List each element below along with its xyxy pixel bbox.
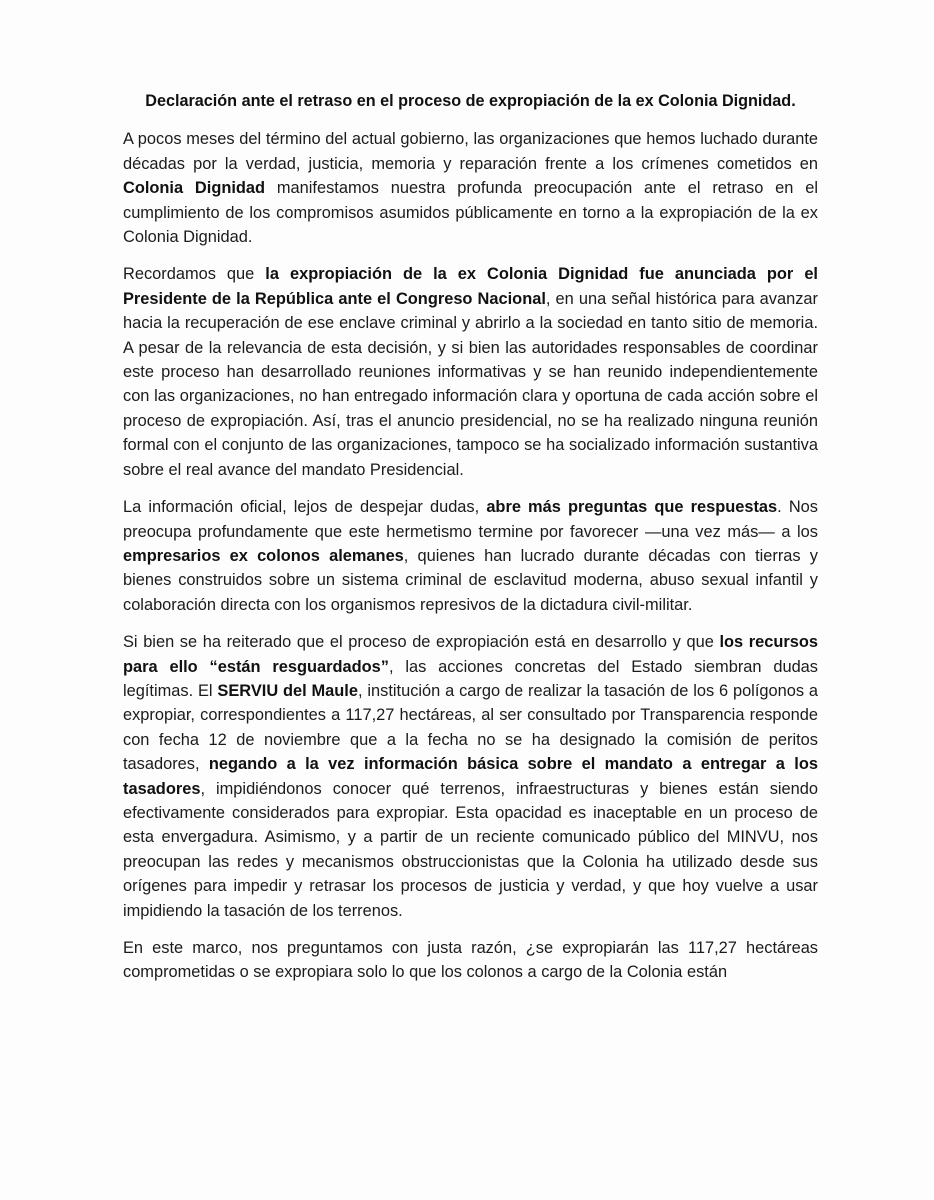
paragraph-text: , quienes han lucrado durante décadas con tierras y bienes construidos sobre un sistema criminal de esclavitud moderna, abuso sexual infantil y colaboración directa con los organismos represivos de la dictadura civil-militar. <box>123 546 818 614</box>
paragraph-text: Recordamos que <box>123 265 266 284</box>
paragraph-text: A pocos meses del término del actual gobierno, las organizaciones que hemos luchado durante décadas por la verdad, justicia, memoria y reparación frente a los crímenes cometidos en <box>123 130 818 173</box>
document-body <box>123 89 818 998</box>
document-title: Declaración ante el retraso en el proceso de expropiación de la ex Colonia Dignidad. <box>145 92 796 110</box>
body-paragraph <box>123 630 818 923</box>
bold-text: empresarios ex colonos alemanes <box>123 546 404 565</box>
paragraph-text: Si bien se ha reiterado que el proceso de expropiación está en desarrollo y que <box>123 633 720 652</box>
paragraph-text: . Nos preocupa profundamente que este hermetismo termine por favorecer —una vez más— a los <box>123 498 818 541</box>
body-paragraph <box>123 127 818 249</box>
paragraph-text: , institución a cargo de realizar la tasación de los 6 polígonos a expropiar, correspondientes a 117,27 hectáreas, al ser consultado por Transparencia responde con fecha 12 de noviembre que a la fecha no se ha designado la comisión de peritos tasadores, <box>123 681 819 774</box>
bold-text: la expropiación de la ex Colonia Dignidad fue anunciada por el Presidente de la República ante el Congreso Nacional <box>123 265 818 308</box>
bold-text: los recursos para ello “están resguardados” <box>123 633 819 676</box>
bold-text: Colonia Dignidad <box>123 179 266 198</box>
paragraph-text: , las acciones concretas del Estado siembran dudas legítimas. El <box>123 657 818 700</box>
paragraph-text: manifestamos nuestra profunda preocupación ante el retraso en el cumplimiento de los compromisos asumidos públicamente en torno a la expropiación de la ex Colonia Dignidad. <box>123 179 818 247</box>
paragraph-text: En este marco, nos preguntamos con justa razón, ¿se expropiarán las 117,27 hectáreas comprometidas o se expropiara solo lo que los colonos a cargo de la Colonia están <box>123 939 818 982</box>
body-paragraph <box>123 936 818 985</box>
paragraph-text: , en una señal histórica para avanzar hacia la recuperación de ese enclave criminal y abrirlo a la sociedad en tanto sitio de memoria. A pesar de la relevancia de esta decisión, y si bien las autoridades responsables de coordinar este proceso han desarrollado reuniones informativas y se han reunido independientemente con las organizaciones, no han entregado información clara y oportuna de cada acción sobre el proceso de expropiación. Así, tras el anuncio presidencial, no se ha realizado ninguna reunión formal con el conjunto de las organizaciones, tampoco se ha socializado información sustantiva sobre el real avance del mandato Presidencial. <box>123 289 818 479</box>
bold-text: negando a la vez información básica sobre el mandato a entregar a los tasadores <box>123 755 818 798</box>
bold-text: SERVIU del Maule <box>217 681 358 700</box>
bold-text: abre más preguntas que respuestas <box>486 498 778 517</box>
paragraph-text: La información oficial, lejos de despejar dudas, <box>123 498 487 517</box>
paragraph-list <box>123 127 818 984</box>
body-paragraph <box>123 495 818 617</box>
paragraph-text: , impidiéndonos conocer qué terrenos, infraestructuras y bienes están siendo efectivamente considerados para expropiar. Esta opacidad es inaceptable en un proceso de esta envergadura. Asimismo, y a partir de un reciente comunicado público del MINVU, nos preocupan las redes y mecanismos obstruccionistas que la Colonia ha utilizado desde sus orígenes para impedir y retrasar los procesos de justicia y verdad, y que hoy vuelve a usar impidiendo la tasación de los terrenos. <box>123 779 818 920</box>
body-paragraph <box>123 262 818 482</box>
